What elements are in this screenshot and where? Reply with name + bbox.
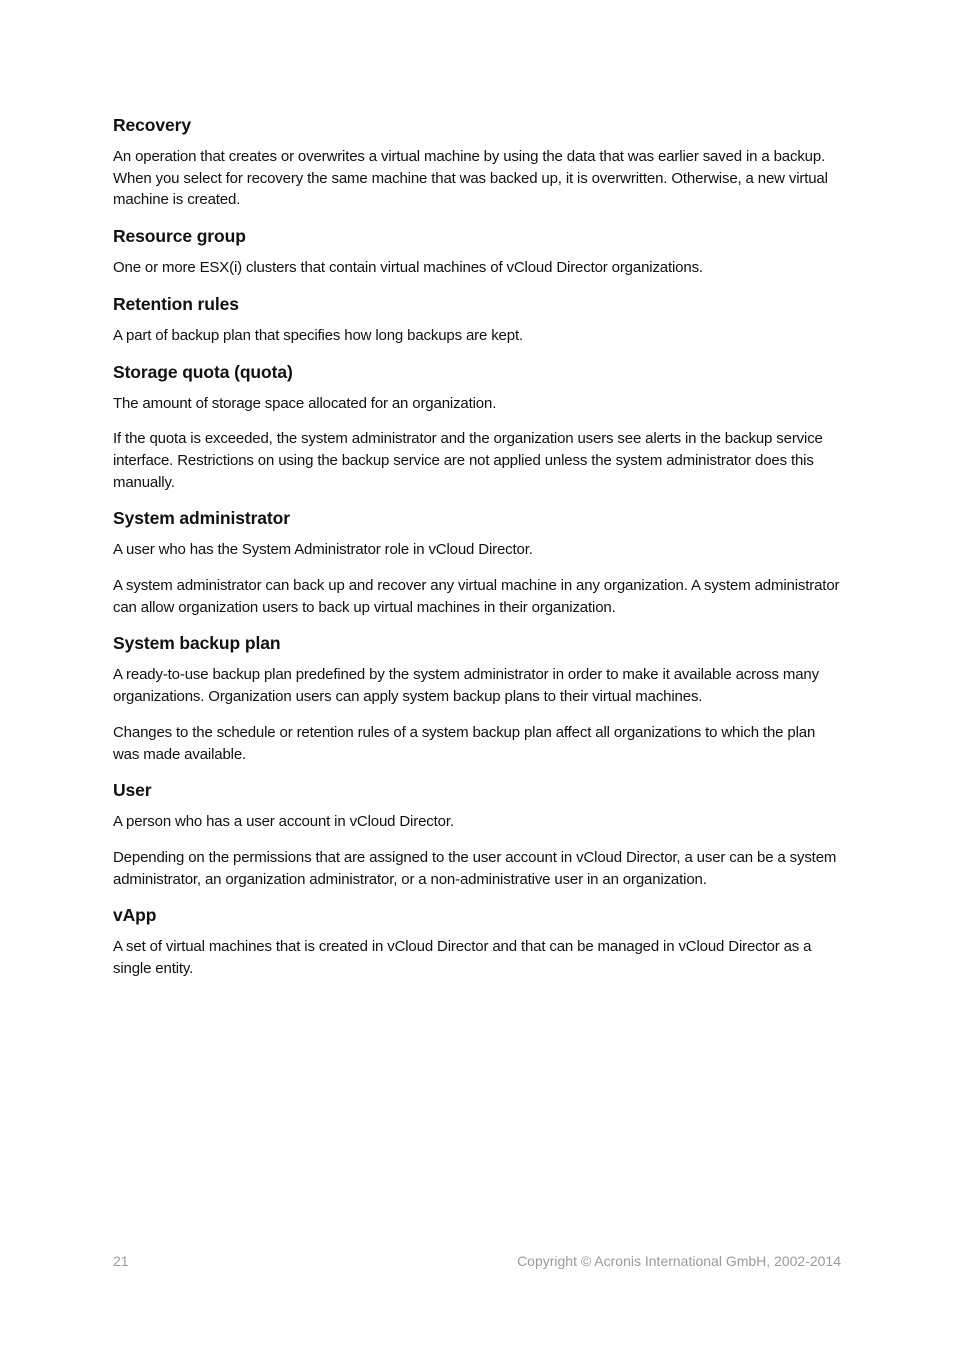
term-heading: User [113, 780, 152, 801]
definition-paragraph: One or more ESX(i) clusters that contain virtual machines of vCloud Director organizations. [113, 259, 703, 277]
definition-paragraph: Changes to the schedule or retention rules of a system backup plan affect all organizations to which the plan was made available. [113, 723, 816, 763]
definition-paragraph: The amount of storage space allocated for an organization. [113, 394, 497, 412]
term-heading: Resource group [113, 226, 246, 247]
definition-paragraph: Depending on the permissions that are assigned to the user account in vCloud Director, a user can be a system administrator, an organization administrator, or a non-administrative user in an organization. [113, 848, 837, 888]
copyright-notice: Copyright © Acronis International GmbH, 2002-2014 [517, 1253, 841, 1269]
definition-paragraph: An operation that creates or overwrites a virtual machine by using the data that was earlier saved in a backup. When you select for recovery the same machine that was backed up, it is overwritten. Otherwise, a new virtual machine is created. [113, 148, 828, 209]
definition-paragraph: A system administrator can back up and recover any virtual machine in any organization. A system administrator can allow organization users to back up virtual machines in their organization. [113, 577, 840, 616]
page-number: 21 [113, 1253, 129, 1269]
term-heading: vApp [113, 905, 157, 926]
glossary-entry-recovery [113, 113, 841, 211]
term-heading: System administrator [113, 508, 290, 529]
definition-paragraph: A user who has the System Administrator role in vCloud Director. [113, 541, 533, 559]
definition-paragraph: A part of backup plan that specifies how long backups are kept. [113, 326, 523, 344]
glossary-entry-system-backup-plan [113, 631, 841, 765]
definition-paragraph: A person who has a user account in vCloud Director. [113, 813, 454, 831]
glossary-entry-retention-rules [113, 292, 841, 347]
definition-paragraph: If the quota is exceeded, the system administrator and the organization users see alerts in the backup service interface. Restrictions on using the backup service are not applied unless the system administrator does this manually. [113, 430, 823, 491]
definition-paragraph: A set of virtual machines that is created in vCloud Director and that can be managed in vCloud Director as a single entity. [113, 938, 812, 978]
glossary-entry-storage-quota [113, 360, 841, 494]
term-heading: System backup plan [113, 633, 281, 654]
glossary-content [113, 113, 841, 993]
term-heading: Retention rules [113, 293, 239, 314]
glossary-entry-system-administrator [113, 506, 841, 618]
definition-paragraph: A ready-to-use backup plan predefined by the system administrator in order to make it available across many organizations. Organization users can apply system backup plans to their virtual machines. [113, 666, 819, 706]
term-heading: Recovery [113, 115, 192, 135]
term-heading: Storage quota (quota) [113, 361, 293, 382]
glossary-entry-user [113, 778, 841, 890]
glossary-entry-resource-group [113, 224, 841, 279]
glossary-entry-vapp [113, 903, 841, 979]
